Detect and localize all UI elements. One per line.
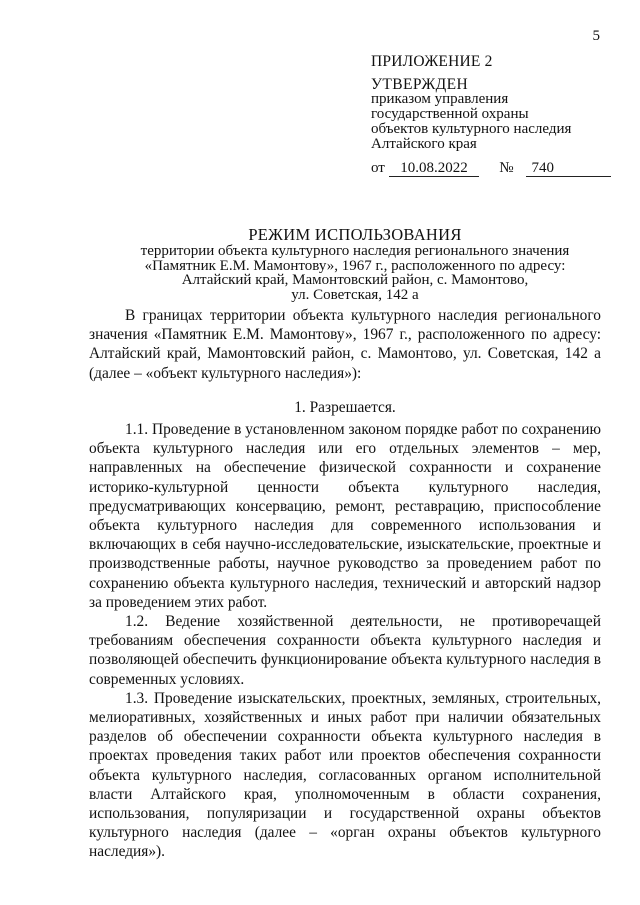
intro-paragraph: В границах территории объекта культурного наследия регионального значения «Памятник Е.М. Мамонтову», 1967 г., расположенного по адресу: Алтайский край, Мамонтовский район, с. Мамонтово, ул. Советская, 142 а (далее – «объект культурного наследия»):	[89, 307, 601, 382]
approval-block	[371, 54, 611, 177]
intro-section	[89, 306, 601, 383]
section-1-title: 1. Разрешается.	[294, 399, 396, 416]
order-date: 10.08.2022	[389, 161, 479, 177]
section-1-items	[89, 420, 601, 862]
order-number: 740	[526, 161, 612, 177]
item-paragraph: 1.1. Проведение в установленном законом порядке работ по сохранению объекта культурного наследия или его отдельных элементов – мер, направленных на обеспечение физической сохранности и сохранение историко-культурной ценности объекта культурного наследия, предусматривающих консервацию, ремонт, реставрацию, приспособление объекта культурного наследия для современного использования и включающих в себя научно-исследовательские, изыскательские, проектные и производственные работы, научное руководство за проведением работ по сохранению объекта культурного наследия, технический и авторский надзор за проведением этих работ.	[89, 421, 601, 611]
date-number-row	[371, 161, 611, 177]
document-title: РЕЖИМ ИСПОЛЬЗОВАНИЯ	[248, 225, 462, 244]
approval-line: объектов культурного наследия	[371, 121, 572, 137]
heading-subline: Алтайский край, Мамонтовский район, с. Мамонтово,	[181, 272, 529, 288]
approval-line: государственной охраны	[371, 106, 529, 122]
appendix-label: ПРИЛОЖЕНИЕ 2	[371, 53, 493, 70]
approval-line: Алтайского края	[371, 136, 477, 152]
page-number: 5	[592, 28, 600, 44]
date-label: от	[371, 160, 385, 176]
heading-subline: ул. Советская, 142 а	[291, 286, 419, 303]
heading-subline: территории объекта культурного наследия регионального значения	[140, 243, 570, 259]
number-label: №	[499, 160, 514, 176]
document-heading	[80, 226, 630, 302]
heading-subline: «Памятник Е.М. Мамонтову», 1967 г., расположенного по адресу:	[144, 257, 566, 274]
approval-line: приказом управления	[371, 91, 509, 107]
item-paragraph: 1.2. Ведение хозяйственной деятельности, не противоречащей требованиям обеспечения сохранности объекта культурного наследия и позволяющей обеспечить функционирование объекта культурного наследия в современных условиях.	[89, 613, 601, 688]
item-paragraph: 1.3. Проведение изыскательских, проектных, земляных, строительных, мелиоративных, хозяйственных и иных работ при наличии обязательных разделов об обеспечении сохранности объекта культурного наследия в проектах проведения таких работ или проектов обеспечения сохранности объекта культурного наследия, согласованных органом исполнительной власти Алтайского края, уполномоченным в области сохранения, использования, популяризации и государственной охраны объектов культурного наследия (далее – «орган охраны объектов культурного наследия»).	[89, 689, 601, 861]
approved-label: УТВЕРЖДЕН	[371, 76, 469, 93]
